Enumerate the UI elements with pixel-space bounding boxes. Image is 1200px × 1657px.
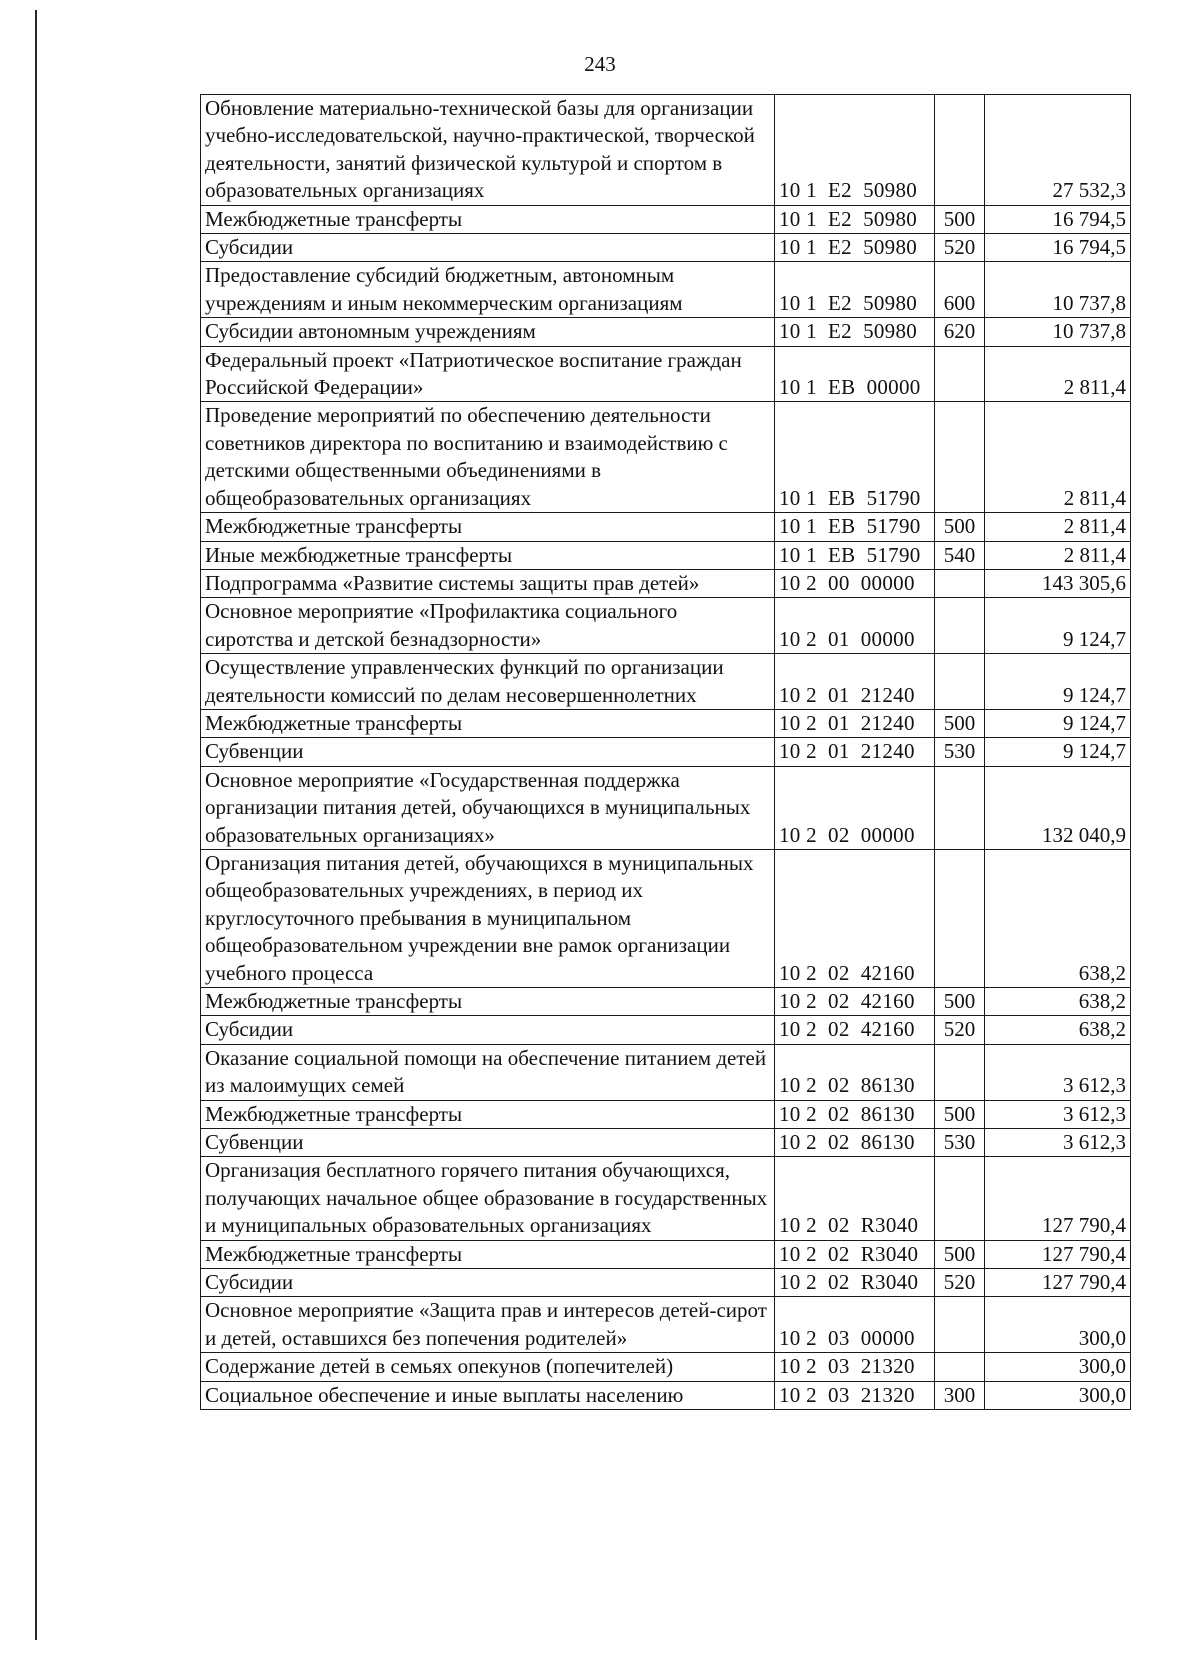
amount-cell: 132 040,9 — [985, 766, 1131, 849]
table-row — [201, 738, 1131, 766]
expense-type-cell — [935, 402, 985, 513]
code-cell: 10 2 01 21240 — [775, 654, 935, 710]
budget-table-body — [201, 95, 1131, 1410]
amount-cell: 127 790,4 — [985, 1157, 1131, 1240]
table-row — [201, 95, 1131, 206]
amount-cell: 9 124,7 — [985, 598, 1131, 654]
table-row — [201, 1157, 1131, 1240]
code-cell: 10 2 02 86130 — [775, 1044, 935, 1100]
amount-cell: 300,0 — [985, 1297, 1131, 1353]
expense-type-cell — [935, 654, 985, 710]
table-row — [201, 1269, 1131, 1297]
expense-type-cell: 500 — [935, 709, 985, 737]
name-cell: Проведение мероприятий по обеспечению деятельности советников директора по воспитанию и взаимодействию с детскими общественными объединениями в общеобразовательных организациях — [201, 402, 775, 513]
name-cell: Межбюджетные трансферты — [201, 1240, 775, 1268]
expense-type-cell — [935, 849, 985, 987]
expense-type-cell — [935, 346, 985, 402]
table-row — [201, 654, 1131, 710]
table-row — [201, 598, 1131, 654]
amount-cell: 9 124,7 — [985, 654, 1131, 710]
code-cell: 10 1 ЕВ 00000 — [775, 346, 935, 402]
amount-cell: 10 737,8 — [985, 262, 1131, 318]
table-row — [201, 205, 1131, 233]
name-cell: Подпрограмма «Развитие системы защиты прав детей» — [201, 569, 775, 597]
name-cell: Социальное обеспечение и иные выплаты населению — [201, 1381, 775, 1409]
expense-type-cell — [935, 1044, 985, 1100]
table-row — [201, 1240, 1131, 1268]
expense-type-cell — [935, 1157, 985, 1240]
amount-cell: 300,0 — [985, 1381, 1131, 1409]
table-row — [201, 1016, 1131, 1044]
expense-type-cell — [935, 95, 985, 206]
table-row — [201, 1381, 1131, 1409]
expense-type-cell: 520 — [935, 234, 985, 262]
name-cell: Федеральный проект «Патриотическое воспитание граждан Российской Федерации» — [201, 346, 775, 402]
code-cell: 10 2 01 21240 — [775, 709, 935, 737]
table-row — [201, 513, 1131, 541]
name-cell: Осуществление управленческих функций по организации деятельности комиссий по делам несовершеннолетних — [201, 654, 775, 710]
expense-type-cell: 500 — [935, 513, 985, 541]
amount-cell: 3 612,3 — [985, 1129, 1131, 1157]
name-cell: Основное мероприятие «Государственная поддержка организации питания детей, обучающихся в муниципальных образовательных организациях» — [201, 766, 775, 849]
name-cell: Организация бесплатного горячего питания обучающихся, получающих начальное общее образование в государственных и муниципальных образовательных организациях — [201, 1157, 775, 1240]
name-cell: Оказание социальной помощи на обеспечение питанием детей из малоимущих семей — [201, 1044, 775, 1100]
table-row — [201, 346, 1131, 402]
expense-type-cell: 520 — [935, 1016, 985, 1044]
expense-type-cell: 520 — [935, 1269, 985, 1297]
amount-cell: 300,0 — [985, 1353, 1131, 1381]
name-cell: Субсидии — [201, 1269, 775, 1297]
table-row — [201, 569, 1131, 597]
code-cell: 10 2 03 00000 — [775, 1297, 935, 1353]
expense-type-cell: 530 — [935, 1129, 985, 1157]
name-cell: Основное мероприятие «Защита прав и интересов детей-сирот и детей, оставшихся без попечения родителей» — [201, 1297, 775, 1353]
amount-cell: 127 790,4 — [985, 1240, 1131, 1268]
code-cell: 10 2 02 42160 — [775, 849, 935, 987]
amount-cell: 638,2 — [985, 988, 1131, 1016]
name-cell: Субсидии — [201, 234, 775, 262]
amount-cell: 10 737,8 — [985, 318, 1131, 346]
code-cell: 10 2 02 R3040 — [775, 1269, 935, 1297]
table-row — [201, 541, 1131, 569]
table-row — [201, 709, 1131, 737]
name-cell: Межбюджетные трансферты — [201, 1100, 775, 1128]
code-cell: 10 2 01 00000 — [775, 598, 935, 654]
table-row — [201, 1044, 1131, 1100]
expense-type-cell: 500 — [935, 1240, 985, 1268]
expense-type-cell: 300 — [935, 1381, 985, 1409]
name-cell: Межбюджетные трансферты — [201, 988, 775, 1016]
amount-cell: 27 532,3 — [985, 95, 1131, 206]
name-cell: Субвенции — [201, 1129, 775, 1157]
amount-cell: 638,2 — [985, 849, 1131, 987]
code-cell: 10 2 02 R3040 — [775, 1157, 935, 1240]
expense-type-cell: 620 — [935, 318, 985, 346]
left-margin-rule — [35, 10, 37, 1640]
code-cell: 10 1 Е2 50980 — [775, 262, 935, 318]
code-cell: 10 1 ЕВ 51790 — [775, 541, 935, 569]
code-cell: 10 2 02 00000 — [775, 766, 935, 849]
amount-cell: 638,2 — [985, 1016, 1131, 1044]
expense-type-cell: 500 — [935, 205, 985, 233]
name-cell: Содержание детей в семьях опекунов (попечителей) — [201, 1353, 775, 1381]
code-cell: 10 1 ЕВ 51790 — [775, 402, 935, 513]
amount-cell: 2 811,4 — [985, 513, 1131, 541]
expense-type-cell: 540 — [935, 541, 985, 569]
name-cell: Межбюджетные трансферты — [201, 513, 775, 541]
code-cell: 10 1 Е2 50980 — [775, 318, 935, 346]
amount-cell: 16 794,5 — [985, 205, 1131, 233]
table-row — [201, 1353, 1131, 1381]
code-cell: 10 2 03 21320 — [775, 1381, 935, 1409]
table-row — [201, 849, 1131, 987]
code-cell: 10 2 02 86130 — [775, 1129, 935, 1157]
amount-cell: 3 612,3 — [985, 1044, 1131, 1100]
table-row — [201, 1297, 1131, 1353]
table-row — [201, 988, 1131, 1016]
code-cell: 10 1 Е2 50980 — [775, 95, 935, 206]
amount-cell: 127 790,4 — [985, 1269, 1131, 1297]
expense-type-cell: 500 — [935, 988, 985, 1016]
table-row — [201, 318, 1131, 346]
name-cell: Основное мероприятие «Профилактика социального сиротства и детской безнадзорности» — [201, 598, 775, 654]
amount-cell: 3 612,3 — [985, 1100, 1131, 1128]
expense-type-cell — [935, 766, 985, 849]
expense-type-cell — [935, 1297, 985, 1353]
code-cell: 10 2 02 42160 — [775, 988, 935, 1016]
code-cell: 10 2 02 86130 — [775, 1100, 935, 1128]
expense-type-cell — [935, 569, 985, 597]
table-row — [201, 1129, 1131, 1157]
code-cell: 10 1 Е2 50980 — [775, 234, 935, 262]
amount-cell: 16 794,5 — [985, 234, 1131, 262]
name-cell: Межбюджетные трансферты — [201, 205, 775, 233]
table-row — [201, 262, 1131, 318]
name-cell: Обновление материально-технической базы для организации учебно-исследовательской, научно-практической, творческой деятельности, занятий физической культурой и спортом в образовательных организациях — [201, 95, 775, 206]
table-row — [201, 234, 1131, 262]
name-cell: Межбюджетные трансферты — [201, 709, 775, 737]
name-cell: Иные межбюджетные трансферты — [201, 541, 775, 569]
name-cell: Субсидии автономным учреждениям — [201, 318, 775, 346]
table-row — [201, 402, 1131, 513]
name-cell: Субвенции — [201, 738, 775, 766]
table-row — [201, 1100, 1131, 1128]
page-number: 243 — [584, 52, 616, 76]
code-cell: 10 2 01 21240 — [775, 738, 935, 766]
name-cell: Организация питания детей, обучающихся в муниципальных общеобразовательных учреждениях, в период их круглосуточного пребывания в муниципальном общеобразовательном учреждении вне рамок организации учебного процесса — [201, 849, 775, 987]
code-cell: 10 1 Е2 50980 — [775, 205, 935, 233]
expense-type-cell — [935, 598, 985, 654]
amount-cell: 2 811,4 — [985, 541, 1131, 569]
amount-cell: 9 124,7 — [985, 738, 1131, 766]
code-cell: 10 2 00 00000 — [775, 569, 935, 597]
amount-cell: 9 124,7 — [985, 709, 1131, 737]
code-cell: 10 2 02 R3040 — [775, 1240, 935, 1268]
budget-table — [200, 94, 1131, 1410]
expense-type-cell: 600 — [935, 262, 985, 318]
code-cell: 10 2 03 21320 — [775, 1353, 935, 1381]
code-cell: 10 2 02 42160 — [775, 1016, 935, 1044]
name-cell: Предоставление субсидий бюджетным, автономным учреждениям и иным некоммерческим организациям — [201, 262, 775, 318]
name-cell: Субсидии — [201, 1016, 775, 1044]
amount-cell: 143 305,6 — [985, 569, 1131, 597]
expense-type-cell: 530 — [935, 738, 985, 766]
expense-type-cell: 500 — [935, 1100, 985, 1128]
code-cell: 10 1 ЕВ 51790 — [775, 513, 935, 541]
expense-type-cell — [935, 1353, 985, 1381]
amount-cell: 2 811,4 — [985, 346, 1131, 402]
table-row — [201, 766, 1131, 849]
amount-cell: 2 811,4 — [985, 402, 1131, 513]
